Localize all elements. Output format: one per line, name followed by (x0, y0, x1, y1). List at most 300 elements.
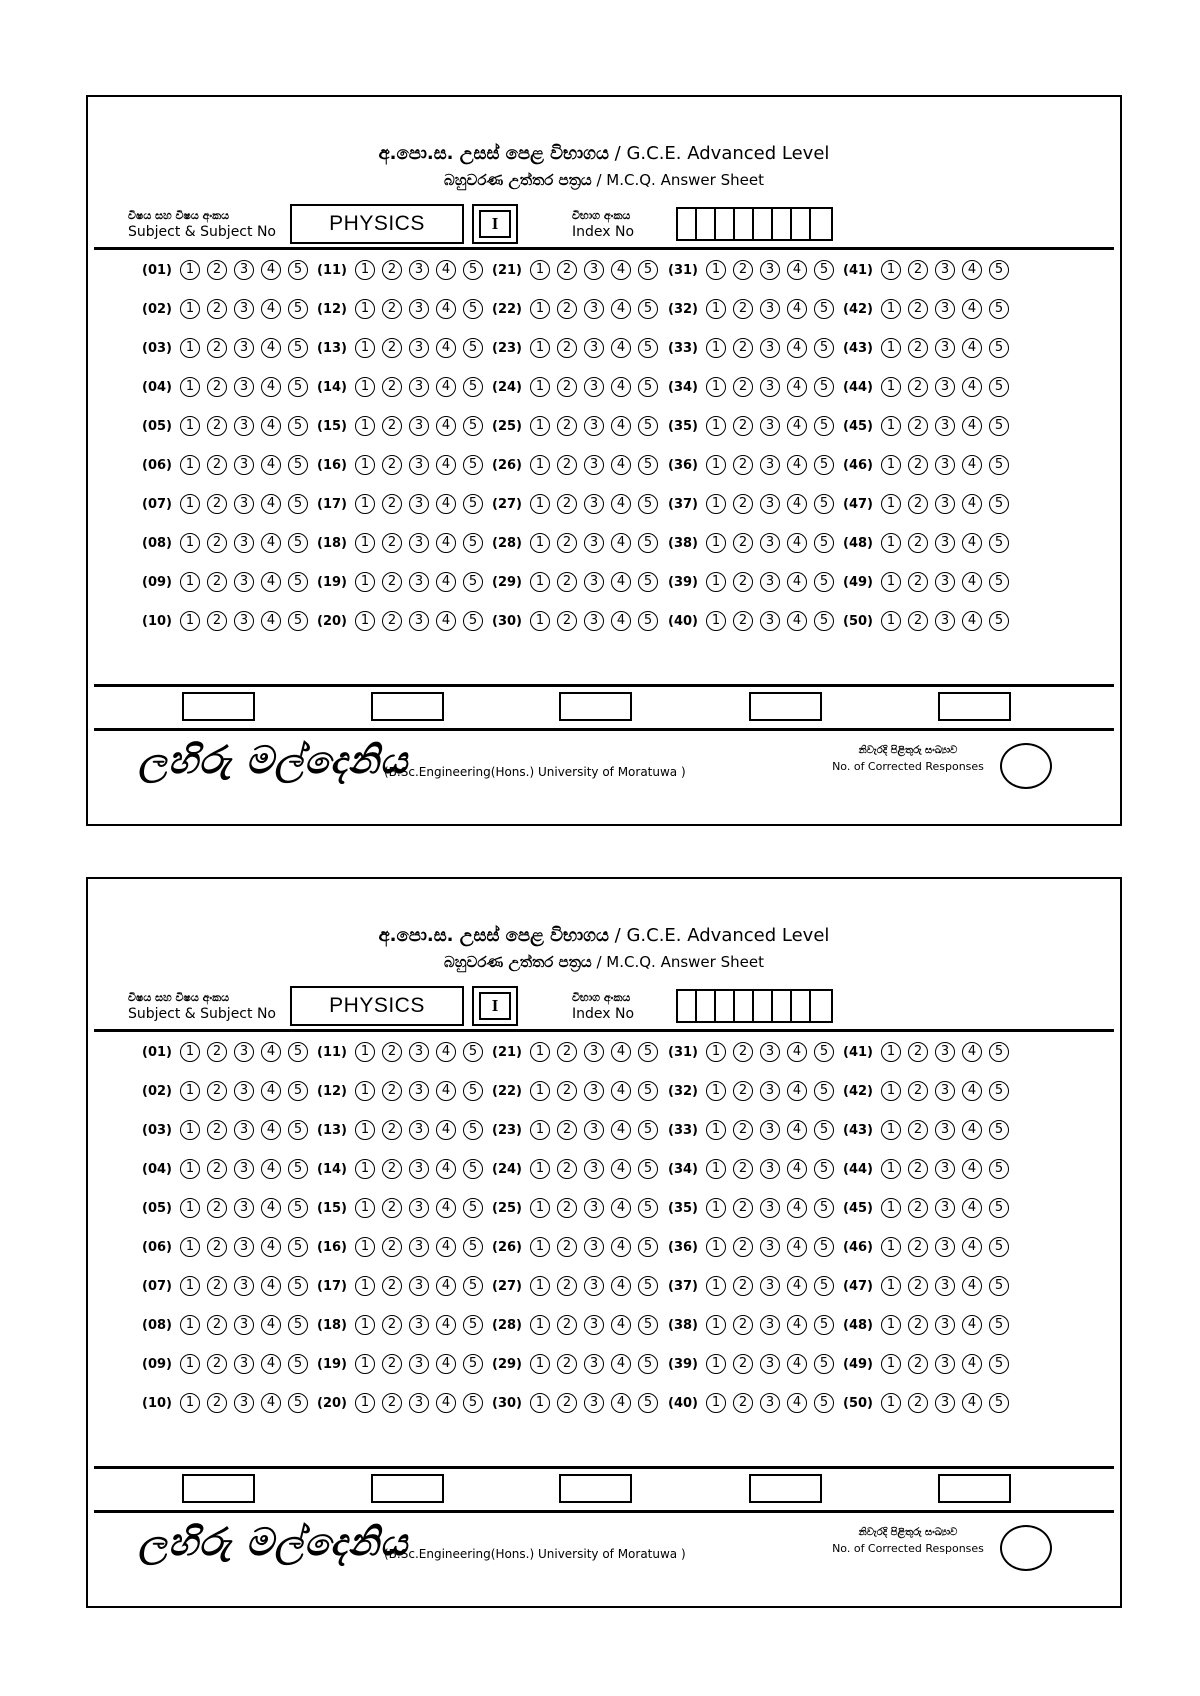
answer-bubble[interactable]: 4 (787, 1159, 807, 1179)
answer-bubble[interactable]: 5 (638, 572, 658, 592)
answer-bubble[interactable]: 1 (530, 1159, 550, 1179)
answer-bubble[interactable]: 3 (935, 533, 955, 553)
answer-bubble[interactable]: 3 (584, 338, 604, 358)
answer-bubble[interactable]: 4 (787, 1354, 807, 1374)
index-digit-box[interactable] (676, 989, 697, 1023)
answer-bubble[interactable]: 5 (288, 416, 308, 436)
answer-bubble[interactable]: 4 (436, 260, 456, 280)
answer-bubble[interactable]: 3 (760, 611, 780, 631)
answer-bubble[interactable]: 1 (355, 1120, 375, 1140)
answer-bubble[interactable]: 1 (706, 1354, 726, 1374)
answer-bubble[interactable]: 4 (611, 1237, 631, 1257)
answer-bubble[interactable]: 3 (760, 1081, 780, 1101)
answer-bubble[interactable]: 2 (382, 1042, 402, 1062)
answer-bubble[interactable]: 3 (584, 572, 604, 592)
answer-bubble[interactable]: 4 (436, 1393, 456, 1413)
answer-bubble[interactable]: 5 (989, 1276, 1009, 1296)
answer-bubble[interactable]: 2 (382, 377, 402, 397)
answer-bubble[interactable]: 5 (814, 533, 834, 553)
answer-bubble[interactable]: 5 (463, 533, 483, 553)
answer-bubble[interactable]: 4 (962, 611, 982, 631)
answer-bubble[interactable]: 1 (355, 533, 375, 553)
answer-bubble[interactable]: 4 (261, 338, 281, 358)
answer-bubble[interactable]: 4 (436, 1237, 456, 1257)
answer-bubble[interactable]: 3 (760, 1042, 780, 1062)
answer-bubble[interactable]: 4 (611, 1393, 631, 1413)
answer-bubble[interactable]: 1 (355, 611, 375, 631)
index-digit-box[interactable] (809, 207, 833, 241)
answer-bubble[interactable]: 5 (463, 494, 483, 514)
answer-bubble[interactable]: 3 (935, 572, 955, 592)
answer-bubble[interactable]: 3 (409, 1198, 429, 1218)
answer-bubble[interactable]: 3 (760, 455, 780, 475)
answer-bubble[interactable]: 5 (814, 455, 834, 475)
answer-bubble[interactable]: 3 (760, 260, 780, 280)
answer-bubble[interactable]: 5 (463, 1276, 483, 1296)
answer-bubble[interactable]: 2 (908, 416, 928, 436)
answer-bubble[interactable]: 3 (409, 455, 429, 475)
answer-bubble[interactable]: 4 (611, 494, 631, 514)
answer-bubble[interactable]: 2 (382, 1393, 402, 1413)
answer-bubble[interactable]: 1 (355, 416, 375, 436)
answer-bubble[interactable]: 5 (814, 611, 834, 631)
answer-bubble[interactable]: 4 (436, 338, 456, 358)
answer-bubble[interactable]: 5 (463, 1237, 483, 1257)
answer-bubble[interactable]: 1 (881, 533, 901, 553)
answer-bubble[interactable]: 5 (638, 1198, 658, 1218)
answer-bubble[interactable]: 3 (409, 1276, 429, 1296)
index-digit-box[interactable] (771, 989, 792, 1023)
answer-bubble[interactable]: 2 (733, 572, 753, 592)
answer-bubble[interactable]: 3 (760, 416, 780, 436)
answer-bubble[interactable]: 2 (733, 1042, 753, 1062)
answer-bubble[interactable]: 3 (234, 1315, 254, 1335)
answer-bubble[interactable]: 1 (706, 1081, 726, 1101)
answer-bubble[interactable]: 1 (530, 1042, 550, 1062)
answer-bubble[interactable]: 3 (234, 260, 254, 280)
answer-bubble[interactable]: 2 (557, 1159, 577, 1179)
answer-bubble[interactable]: 3 (234, 1276, 254, 1296)
answer-bubble[interactable]: 1 (881, 299, 901, 319)
answer-bubble[interactable]: 5 (638, 1393, 658, 1413)
answer-bubble[interactable]: 1 (881, 494, 901, 514)
answer-bubble[interactable]: 5 (814, 1315, 834, 1335)
answer-bubble[interactable]: 5 (989, 1081, 1009, 1101)
answer-bubble[interactable]: 2 (908, 611, 928, 631)
answer-bubble[interactable]: 2 (733, 1276, 753, 1296)
answer-bubble[interactable]: 2 (382, 494, 402, 514)
answer-bubble[interactable]: 3 (584, 260, 604, 280)
answer-bubble[interactable]: 3 (234, 494, 254, 514)
answer-bubble[interactable]: 3 (935, 1081, 955, 1101)
answer-bubble[interactable]: 2 (908, 1315, 928, 1335)
answer-bubble[interactable]: 3 (409, 338, 429, 358)
answer-bubble[interactable]: 1 (180, 1237, 200, 1257)
answer-bubble[interactable]: 2 (207, 1081, 227, 1101)
answer-bubble[interactable]: 4 (787, 1276, 807, 1296)
answer-bubble[interactable]: 5 (288, 338, 308, 358)
answer-bubble[interactable]: 4 (436, 416, 456, 436)
answer-bubble[interactable]: 2 (382, 572, 402, 592)
answer-bubble[interactable]: 2 (733, 1237, 753, 1257)
answer-bubble[interactable]: 5 (638, 299, 658, 319)
answer-bubble[interactable]: 2 (908, 1237, 928, 1257)
answer-bubble[interactable]: 2 (733, 611, 753, 631)
answer-bubble[interactable]: 1 (180, 416, 200, 436)
answer-bubble[interactable]: 3 (234, 1159, 254, 1179)
answer-bubble[interactable]: 2 (207, 1042, 227, 1062)
answer-bubble[interactable]: 3 (935, 1120, 955, 1140)
answer-bubble[interactable]: 1 (530, 1120, 550, 1140)
answer-bubble[interactable]: 2 (207, 416, 227, 436)
answer-bubble[interactable]: 5 (989, 1042, 1009, 1062)
answer-bubble[interactable]: 5 (638, 1042, 658, 1062)
answer-bubble[interactable]: 1 (530, 1081, 550, 1101)
answer-bubble[interactable]: 5 (638, 338, 658, 358)
answer-bubble[interactable]: 2 (557, 1276, 577, 1296)
answer-bubble[interactable]: 3 (409, 1393, 429, 1413)
answer-bubble[interactable]: 3 (760, 533, 780, 553)
answer-bubble[interactable]: 5 (463, 416, 483, 436)
answer-bubble[interactable]: 3 (935, 611, 955, 631)
answer-bubble[interactable]: 4 (962, 1042, 982, 1062)
answer-bubble[interactable]: 2 (557, 1042, 577, 1062)
answer-bubble[interactable]: 5 (288, 1354, 308, 1374)
answer-bubble[interactable]: 5 (638, 1081, 658, 1101)
answer-bubble[interactable]: 3 (584, 611, 604, 631)
answer-bubble[interactable]: 2 (908, 455, 928, 475)
answer-bubble[interactable]: 3 (760, 1159, 780, 1179)
answer-bubble[interactable]: 4 (787, 416, 807, 436)
answer-bubble[interactable]: 4 (787, 1315, 807, 1335)
answer-bubble[interactable]: 5 (288, 260, 308, 280)
answer-bubble[interactable]: 5 (814, 494, 834, 514)
answer-bubble[interactable]: 4 (787, 1237, 807, 1257)
answer-bubble[interactable]: 1 (355, 1042, 375, 1062)
answer-bubble[interactable]: 3 (760, 1393, 780, 1413)
answer-bubble[interactable]: 4 (261, 260, 281, 280)
answer-bubble[interactable]: 2 (207, 494, 227, 514)
answer-bubble[interactable]: 3 (409, 572, 429, 592)
answer-bubble[interactable]: 5 (989, 1237, 1009, 1257)
answer-bubble[interactable]: 4 (787, 494, 807, 514)
answer-bubble[interactable]: 2 (207, 1120, 227, 1140)
answer-bubble[interactable]: 5 (463, 1354, 483, 1374)
answer-bubble[interactable]: 5 (989, 1198, 1009, 1218)
answer-bubble[interactable]: 2 (557, 494, 577, 514)
index-digit-box[interactable] (676, 207, 697, 241)
answer-bubble[interactable]: 2 (733, 1081, 753, 1101)
answer-bubble[interactable]: 5 (638, 1276, 658, 1296)
answer-bubble[interactable]: 5 (463, 1393, 483, 1413)
answer-bubble[interactable]: 5 (989, 299, 1009, 319)
answer-bubble[interactable]: 3 (409, 1081, 429, 1101)
answer-bubble[interactable]: 1 (706, 260, 726, 280)
answer-bubble[interactable]: 1 (881, 1120, 901, 1140)
index-digit-box[interactable] (733, 207, 754, 241)
answer-bubble[interactable]: 3 (935, 1354, 955, 1374)
index-digit-box[interactable] (790, 989, 811, 1023)
answer-bubble[interactable]: 4 (436, 299, 456, 319)
column-score-box[interactable] (559, 1474, 632, 1503)
answer-bubble[interactable]: 3 (234, 455, 254, 475)
answer-bubble[interactable]: 4 (261, 1393, 281, 1413)
answer-bubble[interactable]: 4 (962, 533, 982, 553)
answer-bubble[interactable]: 5 (989, 533, 1009, 553)
answer-bubble[interactable]: 4 (611, 377, 631, 397)
answer-bubble[interactable]: 5 (463, 377, 483, 397)
index-digit-box[interactable] (809, 989, 833, 1023)
answer-bubble[interactable]: 5 (638, 260, 658, 280)
answer-bubble[interactable]: 1 (881, 455, 901, 475)
answer-bubble[interactable]: 3 (234, 572, 254, 592)
answer-bubble[interactable]: 5 (989, 494, 1009, 514)
answer-bubble[interactable]: 2 (908, 377, 928, 397)
answer-bubble[interactable]: 1 (180, 338, 200, 358)
answer-bubble[interactable]: 5 (463, 611, 483, 631)
answer-bubble[interactable]: 5 (288, 377, 308, 397)
answer-bubble[interactable]: 5 (288, 494, 308, 514)
answer-bubble[interactable]: 3 (760, 377, 780, 397)
answer-bubble[interactable]: 3 (760, 1237, 780, 1257)
answer-bubble[interactable]: 4 (787, 611, 807, 631)
answer-bubble[interactable]: 1 (706, 455, 726, 475)
answer-bubble[interactable]: 3 (760, 1276, 780, 1296)
answer-bubble[interactable]: 1 (530, 611, 550, 631)
answer-bubble[interactable]: 1 (180, 611, 200, 631)
answer-bubble[interactable]: 5 (638, 455, 658, 475)
answer-bubble[interactable]: 5 (638, 1315, 658, 1335)
column-score-box[interactable] (371, 1474, 444, 1503)
answer-bubble[interactable]: 2 (207, 455, 227, 475)
answer-bubble[interactable]: 4 (261, 455, 281, 475)
answer-bubble[interactable]: 4 (261, 416, 281, 436)
answer-bubble[interactable]: 3 (935, 416, 955, 436)
answer-bubble[interactable]: 1 (355, 455, 375, 475)
answer-bubble[interactable]: 2 (908, 260, 928, 280)
answer-bubble[interactable]: 1 (530, 1393, 550, 1413)
answer-bubble[interactable]: 5 (638, 1354, 658, 1374)
answer-bubble[interactable]: 3 (409, 1120, 429, 1140)
answer-bubble[interactable]: 2 (733, 416, 753, 436)
answer-bubble[interactable]: 1 (180, 455, 200, 475)
answer-bubble[interactable]: 3 (935, 1159, 955, 1179)
answer-bubble[interactable]: 4 (611, 1081, 631, 1101)
answer-bubble[interactable]: 3 (935, 377, 955, 397)
answer-bubble[interactable]: 1 (530, 1198, 550, 1218)
subject-field[interactable]: PHYSICS (290, 204, 464, 244)
answer-bubble[interactable]: 5 (989, 572, 1009, 592)
answer-bubble[interactable]: 3 (409, 1354, 429, 1374)
answer-bubble[interactable]: 2 (908, 338, 928, 358)
answer-bubble[interactable]: 2 (207, 1276, 227, 1296)
answer-bubble[interactable]: 2 (557, 1237, 577, 1257)
answer-bubble[interactable]: 4 (962, 494, 982, 514)
answer-bubble[interactable]: 2 (382, 416, 402, 436)
corrected-responses-circle[interactable] (1000, 1525, 1052, 1571)
answer-bubble[interactable]: 1 (706, 1315, 726, 1335)
answer-bubble[interactable]: 5 (989, 611, 1009, 631)
answer-bubble[interactable]: 3 (234, 1042, 254, 1062)
answer-bubble[interactable]: 4 (611, 611, 631, 631)
answer-bubble[interactable]: 2 (557, 260, 577, 280)
answer-bubble[interactable]: 4 (436, 1120, 456, 1140)
answer-bubble[interactable]: 4 (787, 533, 807, 553)
answer-bubble[interactable]: 5 (288, 533, 308, 553)
answer-bubble[interactable]: 2 (908, 1081, 928, 1101)
answer-bubble[interactable]: 4 (962, 260, 982, 280)
answer-bubble[interactable]: 2 (557, 1120, 577, 1140)
answer-bubble[interactable]: 1 (881, 416, 901, 436)
answer-bubble[interactable]: 2 (557, 1198, 577, 1218)
answer-bubble[interactable]: 3 (584, 1198, 604, 1218)
answer-bubble[interactable]: 2 (733, 299, 753, 319)
answer-bubble[interactable]: 1 (180, 1042, 200, 1062)
answer-bubble[interactable]: 4 (787, 299, 807, 319)
answer-bubble[interactable]: 3 (935, 1315, 955, 1335)
answer-bubble[interactable]: 5 (463, 1081, 483, 1101)
answer-bubble[interactable]: 2 (908, 1393, 928, 1413)
answer-bubble[interactable]: 1 (881, 260, 901, 280)
answer-bubble[interactable]: 1 (180, 377, 200, 397)
answer-bubble[interactable]: 2 (908, 494, 928, 514)
answer-bubble[interactable]: 3 (409, 260, 429, 280)
answer-bubble[interactable]: 1 (706, 1159, 726, 1179)
answer-bubble[interactable]: 4 (261, 533, 281, 553)
answer-bubble[interactable]: 3 (234, 1354, 254, 1374)
answer-bubble[interactable]: 5 (638, 533, 658, 553)
answer-bubble[interactable]: 1 (355, 572, 375, 592)
answer-bubble[interactable]: 2 (557, 1393, 577, 1413)
answer-bubble[interactable]: 5 (814, 1081, 834, 1101)
answer-bubble[interactable]: 1 (355, 1198, 375, 1218)
answer-bubble[interactable]: 3 (584, 377, 604, 397)
answer-bubble[interactable]: 3 (584, 1081, 604, 1101)
answer-bubble[interactable]: 5 (814, 1198, 834, 1218)
answer-bubble[interactable]: 1 (881, 611, 901, 631)
answer-bubble[interactable]: 4 (611, 572, 631, 592)
answer-bubble[interactable]: 2 (733, 533, 753, 553)
answer-bubble[interactable]: 3 (760, 1120, 780, 1140)
answer-bubble[interactable]: 1 (180, 1276, 200, 1296)
answer-bubble[interactable]: 3 (234, 377, 254, 397)
answer-bubble[interactable]: 2 (557, 299, 577, 319)
answer-bubble[interactable]: 4 (962, 1354, 982, 1374)
index-digit-box[interactable] (771, 207, 792, 241)
answer-bubble[interactable]: 5 (463, 572, 483, 592)
answer-bubble[interactable]: 5 (638, 416, 658, 436)
answer-bubble[interactable]: 1 (881, 572, 901, 592)
answer-bubble[interactable]: 1 (180, 572, 200, 592)
answer-bubble[interactable]: 1 (881, 1042, 901, 1062)
answer-bubble[interactable]: 1 (706, 1042, 726, 1062)
answer-bubble[interactable]: 4 (962, 1159, 982, 1179)
answer-bubble[interactable]: 4 (436, 533, 456, 553)
answer-bubble[interactable]: 5 (463, 299, 483, 319)
answer-bubble[interactable]: 3 (234, 533, 254, 553)
answer-bubble[interactable]: 2 (733, 1315, 753, 1335)
answer-bubble[interactable]: 4 (611, 260, 631, 280)
answer-bubble[interactable]: 4 (611, 533, 631, 553)
answer-bubble[interactable]: 2 (382, 338, 402, 358)
answer-bubble[interactable]: 1 (881, 1198, 901, 1218)
answer-bubble[interactable]: 5 (814, 260, 834, 280)
answer-bubble[interactable]: 4 (436, 1198, 456, 1218)
answer-bubble[interactable]: 2 (382, 1198, 402, 1218)
answer-bubble[interactable]: 1 (881, 1393, 901, 1413)
answer-bubble[interactable]: 4 (787, 455, 807, 475)
answer-bubble[interactable]: 4 (436, 494, 456, 514)
answer-bubble[interactable]: 3 (234, 1081, 254, 1101)
answer-bubble[interactable]: 2 (733, 494, 753, 514)
answer-bubble[interactable]: 1 (530, 572, 550, 592)
answer-bubble[interactable]: 5 (814, 1237, 834, 1257)
answer-bubble[interactable]: 3 (935, 1198, 955, 1218)
answer-bubble[interactable]: 2 (382, 533, 402, 553)
answer-bubble[interactable]: 4 (611, 1315, 631, 1335)
answer-bubble[interactable]: 1 (530, 494, 550, 514)
answer-bubble[interactable]: 4 (611, 1159, 631, 1179)
answer-bubble[interactable]: 4 (787, 338, 807, 358)
answer-bubble[interactable]: 1 (180, 299, 200, 319)
index-digit-box[interactable] (714, 989, 735, 1023)
column-score-box[interactable] (182, 1474, 255, 1503)
answer-bubble[interactable]: 2 (382, 1120, 402, 1140)
answer-bubble[interactable]: 3 (409, 1315, 429, 1335)
answer-bubble[interactable]: 2 (557, 455, 577, 475)
answer-bubble[interactable]: 5 (814, 338, 834, 358)
answer-bubble[interactable]: 3 (935, 494, 955, 514)
answer-bubble[interactable]: 5 (989, 1159, 1009, 1179)
answer-bubble[interactable]: 4 (261, 611, 281, 631)
answer-bubble[interactable]: 5 (288, 1198, 308, 1218)
answer-bubble[interactable]: 2 (207, 1159, 227, 1179)
answer-bubble[interactable]: 3 (935, 1042, 955, 1062)
answer-bubble[interactable]: 3 (760, 494, 780, 514)
answer-bubble[interactable]: 5 (989, 1393, 1009, 1413)
answer-bubble[interactable]: 4 (436, 455, 456, 475)
answer-bubble[interactable]: 4 (436, 1159, 456, 1179)
answer-bubble[interactable]: 1 (180, 260, 200, 280)
index-digit-box[interactable] (733, 989, 754, 1023)
answer-bubble[interactable]: 1 (180, 1081, 200, 1101)
answer-bubble[interactable]: 2 (382, 455, 402, 475)
answer-bubble[interactable]: 4 (962, 572, 982, 592)
answer-bubble[interactable]: 1 (881, 338, 901, 358)
answer-bubble[interactable]: 2 (733, 1120, 753, 1140)
answer-bubble[interactable]: 1 (180, 1198, 200, 1218)
answer-bubble[interactable]: 2 (908, 1354, 928, 1374)
answer-bubble[interactable]: 3 (760, 572, 780, 592)
answer-bubble[interactable]: 1 (706, 416, 726, 436)
answer-bubble[interactable]: 5 (814, 377, 834, 397)
answer-bubble[interactable]: 5 (463, 1042, 483, 1062)
index-digit-box[interactable] (695, 207, 716, 241)
answer-bubble[interactable]: 1 (355, 1393, 375, 1413)
answer-bubble[interactable]: 4 (787, 1198, 807, 1218)
answer-bubble[interactable]: 4 (962, 1315, 982, 1335)
answer-bubble[interactable]: 4 (787, 572, 807, 592)
answer-bubble[interactable]: 5 (463, 1120, 483, 1140)
corrected-responses-circle[interactable] (1000, 743, 1052, 789)
answer-bubble[interactable]: 2 (908, 572, 928, 592)
answer-bubble[interactable]: 5 (814, 1120, 834, 1140)
answer-bubble[interactable]: 2 (207, 1198, 227, 1218)
answer-bubble[interactable]: 2 (733, 377, 753, 397)
index-digit-box[interactable] (695, 989, 716, 1023)
answer-bubble[interactable]: 1 (881, 1237, 901, 1257)
answer-bubble[interactable]: 5 (288, 1237, 308, 1257)
